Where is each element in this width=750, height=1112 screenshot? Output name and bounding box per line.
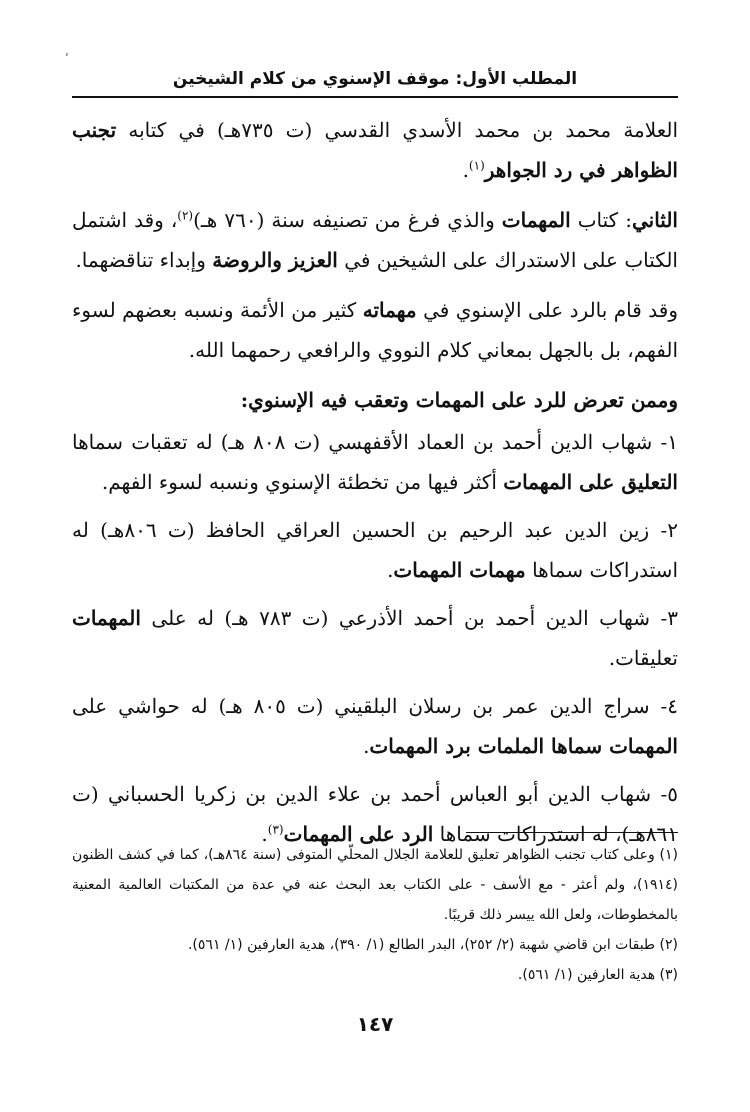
item-end: . [261,822,268,846]
p3-end: كثير من الأئمة ونسبه بعضهم لسوء الفهم، بل بالجهل بمعاني كلام النووي والرافعي رحمهما الله. [72,298,678,362]
item-text: شهاب الدين أبو العباس أحمد بن علاء الدين بن زكريا الحسباني (ت ٨٦١هـ)، له استدراكات سماها [72,782,678,846]
item-bold: التعليق على المهمات [503,470,678,494]
paragraph-1 [72,110,678,190]
footnote-ref-2: (٢) [177,208,194,223]
item-text: شهاب الدين أحمد بن العماد الأقفهسي (ت ٨٠٨ هـ) له تعقبات سماها [72,430,653,454]
footnote-ref-1: (١) [468,158,485,173]
item-bold: مهمات المهمات [393,558,526,582]
footnote-divider [466,832,678,833]
p1-text: العلامة محمد بن محمد الأسدي القدسي (ت ٧٣٥هـ) في كتابه [116,118,679,142]
list-heading: وممن تعرض للرد على المهمات وتعقب فيه الإسنوي: [240,388,678,412]
p2-label: الثاني [631,208,678,232]
item-text: شهاب الدين أحمد بن أحمد الأذرعي (ت ٧٨٣ هـ) له على [140,606,650,630]
header-divider [72,96,678,98]
p3-text: وقد قام بالرد على الإسنوي في [416,298,679,322]
item-end: . [363,734,370,758]
footnote-ref-3: (٣) [267,822,284,837]
footnote: (١) وعلى كتاب تجنب الظواهر تعليق للعلامة الجلال المحلّي المتوفى (سنة ٨٦٤هـ)، كما في كشف الظنون (١٩١٤)، ولم أعثر - مع الأسف - على الكتاب بعد البحث عنه في عدة من المكتبات العالمية المعنية بالمخطوطات، ولعل الله ييسر ذلك قريبًا. [72,847,678,923]
p2-end: وإبداء تناقضهما. [75,248,213,272]
p2-text-2: والذي فرغ من تصنيفه سنة (٧٦٠ هـ) [193,208,502,232]
item-number: ٢- [649,518,679,542]
paragraph-3 [72,290,678,370]
item-bold: الرد على المهمات [283,822,434,846]
item-number: ٣- [650,606,678,630]
list-item [72,686,678,766]
p2-text: : كتاب [570,208,632,232]
item-bold: المهمات سماها الملمات برد المهمات [369,734,678,758]
item-end: أكثر فيها من تخطئة الإسنوي ونسبه لسوء الفهم. [101,470,504,494]
item-bold: المهمات [72,606,141,630]
item-text: زين الدين عبد الرحيم بن الحسين العراقي الحافظ (ت ٨٠٦هـ) له استدراكات سماها [72,518,678,582]
page-number: ١٤٧ [356,1012,394,1036]
footnote: (٢) طبقات ابن قاضي شهبة (٢/ ٢٥٢)، البدر الطالع (١/ ٣٩٠)، هدية العارفين (١/ ٥٦١). [187,937,678,953]
item-number: ٤- [649,694,678,718]
footnote: (٣) هدية العارفين (١/ ٥٦١). [517,967,678,983]
list-item [72,598,678,678]
item-number: ٥- [651,782,678,806]
item-number: ١- [652,430,678,454]
p1-end: . [462,158,469,182]
item-end: تعليقات. [608,646,678,670]
p3-bold: مهماته [362,298,417,322]
running-header: المطلب الأول: موقف الإسنوي من كلام الشيخين [172,69,578,89]
paragraph-2 [72,200,678,280]
item-end: . [387,558,394,582]
p1-bold: تجنب الظواهر في رد الجواهر [72,118,678,182]
list-item [72,510,678,590]
p2-bold: المهمات [501,208,571,232]
main-text [72,110,678,862]
list-item [72,422,678,502]
footnotes [72,840,678,990]
p2-bold-2: العزيز والروضة [212,248,338,272]
p2-text-3: ، وقد اشتمل الكتاب على الاستدراك على الشيخين في [72,208,678,272]
item-text: سراج الدين عمر بن رسلان البلقيني (ت ٨٠٥ هـ) له حواشي على [72,694,650,718]
